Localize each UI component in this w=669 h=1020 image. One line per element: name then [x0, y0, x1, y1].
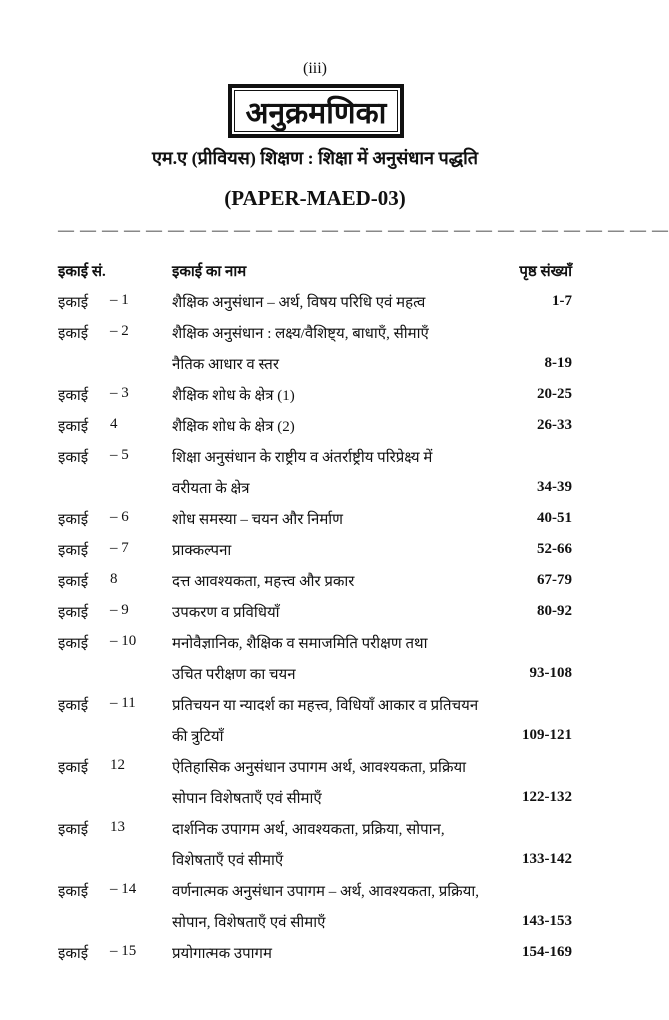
unit-name: दार्शनिक उपागम अर्थ, आवश्यकता, प्रक्रिया, सोपान, [172, 821, 445, 838]
unit-label [58, 571, 172, 591]
header-unit-name: इकाई का नाम [172, 263, 247, 280]
unit-label [58, 385, 172, 405]
page-range: 109-121 [522, 727, 572, 743]
unit-name: शैक्षिक अनुसंधान : लक्ष्य/वैशिष्ट्य, बाधाएँ, सीमाएँ [172, 325, 429, 342]
toc-entry [58, 379, 572, 410]
toc-entry-continuation [58, 906, 572, 937]
unit-word: इकाई [58, 945, 89, 962]
page-title: अनुक्रमणिका [228, 84, 404, 138]
unit-name: प्राक्कल्पना [172, 542, 232, 559]
toc-entry-continuation [58, 720, 572, 751]
toc-entry [58, 441, 572, 472]
unit-label [58, 757, 172, 777]
unit-word: इकाई [58, 759, 89, 776]
toc-entry [58, 317, 572, 348]
unit-number: 13 [110, 818, 125, 835]
toc-entry [58, 627, 572, 658]
page-range: 93-108 [529, 665, 572, 681]
page-range: 80-92 [537, 603, 572, 619]
unit-number: 4 [110, 415, 118, 432]
page-range: 40-51 [537, 510, 572, 526]
unit-number: – 9 [110, 601, 129, 618]
unit-name: ऐतिहासिक अनुसंधान उपागम अर्थ, आवश्यकता, प्रक्रिया [172, 759, 467, 776]
unit-number: – 7 [110, 539, 129, 556]
unit-number: – 5 [110, 446, 129, 463]
page-range: 52-66 [537, 541, 572, 557]
toc-entry [58, 875, 572, 906]
page-range: 67-79 [537, 572, 572, 588]
toc-entry-continuation [58, 658, 572, 689]
unit-name: की त्रुटियाँ [172, 728, 224, 745]
page-range: 34-39 [537, 479, 572, 495]
unit-name: शैक्षिक शोध के क्षेत्र (2) [172, 418, 295, 435]
unit-label [58, 416, 172, 436]
toc-entry-continuation [58, 472, 572, 503]
unit-number: – 11 [110, 694, 136, 711]
unit-number: – 2 [110, 322, 129, 339]
toc-entry [58, 813, 572, 844]
toc-entry-continuation [58, 844, 572, 875]
toc-entry-continuation [58, 348, 572, 379]
toc-entry [58, 286, 572, 317]
toc-entry [58, 596, 572, 627]
unit-label [58, 819, 172, 839]
unit-word: इकाई [58, 294, 89, 311]
toc-entry [58, 751, 572, 782]
unit-name: सोपान विशेषताएँ एवं सीमाएँ [172, 790, 322, 807]
header-unit-no: इकाई सं. [58, 263, 106, 280]
unit-number: 8 [110, 570, 118, 587]
header-pages: पृष्ठ संख्याँ [519, 263, 572, 280]
unit-name: प्रयोगात्मक उपागम [172, 945, 272, 962]
unit-number: – 14 [110, 880, 137, 897]
unit-label [58, 323, 172, 343]
unit-name: दत्त आवश्यकता, महत्त्व और प्रकार [172, 573, 355, 590]
unit-label [58, 633, 172, 653]
unit-word: इकाई [58, 325, 89, 342]
unit-number: – 10 [110, 632, 137, 649]
unit-name: उचित परीक्षण का चयन [172, 666, 296, 683]
unit-name: शिक्षा अनुसंधान के राष्ट्रीय व अंतर्राष्ट्रीय परिप्रेक्ष्य में [172, 449, 433, 466]
unit-word: इकाई [58, 449, 89, 466]
unit-name: उपकरण व प्रविधियाँ [172, 604, 280, 621]
page-range: 1-7 [552, 293, 572, 309]
unit-word: इकाई [58, 883, 89, 900]
page-range: 143-153 [522, 913, 572, 929]
unit-label [58, 540, 172, 560]
unit-label [58, 447, 172, 467]
unit-word: इकाई [58, 604, 89, 621]
page-range: 26-33 [537, 417, 572, 433]
unit-number: – 6 [110, 508, 129, 525]
unit-word: इकाई [58, 542, 89, 559]
dashed-divider: — — — — — — — — — — — — — — — — — — — — — — — — — — — — [58, 222, 669, 239]
course-subtitle: एम.ए (प्रीवियस) शिक्षण : शिक्षा में अनुसंधान पद्धति [151, 148, 479, 168]
toc-header [58, 255, 572, 286]
unit-label [58, 881, 172, 901]
unit-label [58, 602, 172, 622]
page-range: 8-19 [544, 355, 572, 371]
unit-name: प्रतिचयन या न्यादर्श का महत्त्व, विधियाँ आकार व प्रतिचयन [172, 697, 479, 714]
unit-name: शोध समस्या – चयन और निर्माण [172, 511, 344, 528]
paper-code: (PAPER-MAED-03) [224, 186, 406, 210]
toc-entry [58, 534, 572, 565]
unit-name: विशेषताएँ एवं सीमाएँ [172, 852, 284, 869]
toc-entry [58, 410, 572, 441]
unit-word: इकाई [58, 821, 89, 838]
unit-word: इकाई [58, 573, 89, 590]
toc-entry [58, 565, 572, 596]
unit-name: सोपान, विशेषताएँ एवं सीमाएँ [172, 914, 326, 931]
unit-number: 12 [110, 756, 125, 773]
unit-name: नैतिक आधार व स्तर [172, 356, 279, 373]
unit-word: इकाई [58, 697, 89, 714]
unit-word: इकाई [58, 418, 89, 435]
page-range: 154-169 [522, 944, 572, 960]
toc-entry [58, 937, 572, 968]
page-number: (iii) [303, 60, 327, 77]
unit-name: वर्णनात्मक अनुसंधान उपागम – अर्थ, आवश्यकता, प्रक्रिया, [172, 883, 480, 900]
page-range: 133-142 [522, 851, 572, 867]
page-range: 122-132 [522, 789, 572, 805]
page-range: 20-25 [537, 386, 572, 402]
unit-label [58, 509, 172, 529]
unit-number: – 15 [110, 942, 137, 959]
toc-entry [58, 503, 572, 534]
table-of-contents [58, 255, 572, 968]
unit-word: इकाई [58, 635, 89, 652]
unit-label [58, 695, 172, 715]
unit-label [58, 292, 172, 312]
toc-entry-continuation [58, 782, 572, 813]
unit-number: – 1 [110, 291, 129, 308]
unit-name: वरीयता के क्षेत्र [172, 480, 250, 497]
unit-name: शैक्षिक अनुसंधान – अर्थ, विषय परिधि एवं महत्व [172, 294, 426, 311]
unit-label [58, 943, 172, 963]
unit-number: – 3 [110, 384, 129, 401]
unit-word: इकाई [58, 387, 89, 404]
unit-word: इकाई [58, 511, 89, 528]
unit-name: मनोवैज्ञानिक, शैक्षिक व समाजमिति परीक्षण तथा [172, 635, 428, 652]
unit-name: शैक्षिक शोध के क्षेत्र (1) [172, 387, 295, 404]
toc-entry [58, 689, 572, 720]
